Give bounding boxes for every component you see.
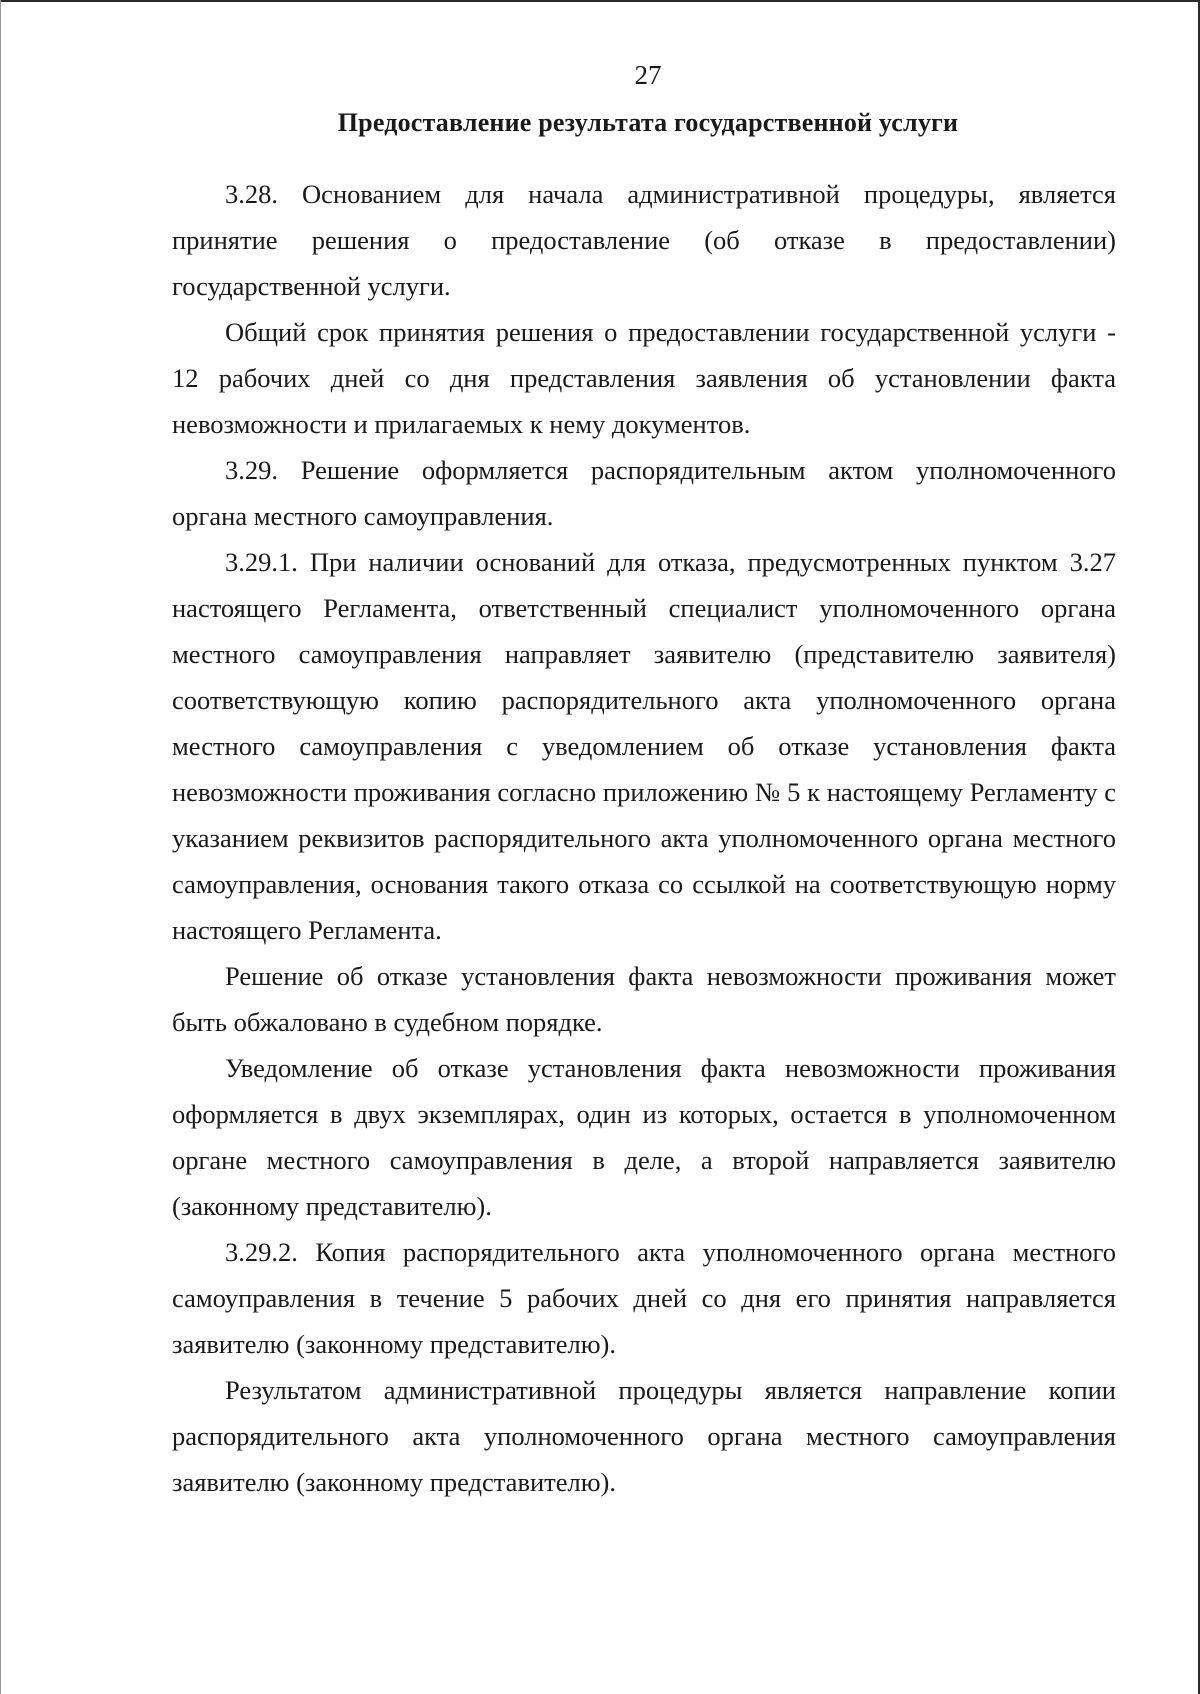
scan-edge-top xyxy=(0,0,1200,2)
paragraph-3-28: 3.28. Основанием для начала административной процедуры, является принятие решения о предоставление (об отказе в предоставлении) государственной услуги. xyxy=(172,179,1116,301)
paragraph-3-29: 3.29. Решение оформляется распорядительным актом уполномоченного органа местного самоуправления. xyxy=(172,455,1116,531)
paragraph-notification: Уведомление об отказе установления факта невозможности проживания оформляется в двух экземплярах, один из которых, остается в уполномоченном органе местного самоуправления в деле, а второй направляется заявителю (законному представителю). xyxy=(172,1053,1116,1221)
paragraph-appeal: Решение об отказе установления факта невозможности проживания может быть обжаловано в судебном порядке. xyxy=(172,961,1116,1037)
section-heading: Предоставление результата государственной услуги xyxy=(337,108,959,137)
paragraph-3-29-2: 3.29.2. Копия распорядительного акта уполномоченного органа местного самоуправления в течение 5 рабочих дней со дня его принятия направляется заявителю (законному представителю). xyxy=(172,1237,1116,1359)
paragraph-result: Результатом административной процедуры является направление копии распорядительного акта уполномоченного органа местного самоуправления заявителю (законному представителю). xyxy=(172,1375,1116,1497)
document-body xyxy=(172,171,1116,1505)
paragraph-3-29-1: 3.29.1. При наличии оснований для отказа, предусмотренных пунктом 3.27 настоящего Регламента, ответственный специалист уполномоченного органа местного самоуправления направляет заявителю (представителю заявителя) соответствующую копию распорядительного акта уполномоченного органа местного самоуправления с уведомлением об отказе установления факта невозможности проживания согласно приложению № 5 к настоящему Регламенту с указанием реквизитов распорядительного акта уполномоченного органа местного самоуправления, основания такого отказа со ссылкой на соответствующую норму настоящего Регламента. xyxy=(172,547,1116,945)
scan-edge-left xyxy=(0,0,1,1694)
paragraph-decision-term: Общий срок принятия решения о предоставлении государственной услуги - 12 рабочих дней со дня представления заявления об установлении факта невозможности и прилагаемых к нему документов. xyxy=(172,317,1116,439)
page-number: 27 xyxy=(634,60,662,90)
